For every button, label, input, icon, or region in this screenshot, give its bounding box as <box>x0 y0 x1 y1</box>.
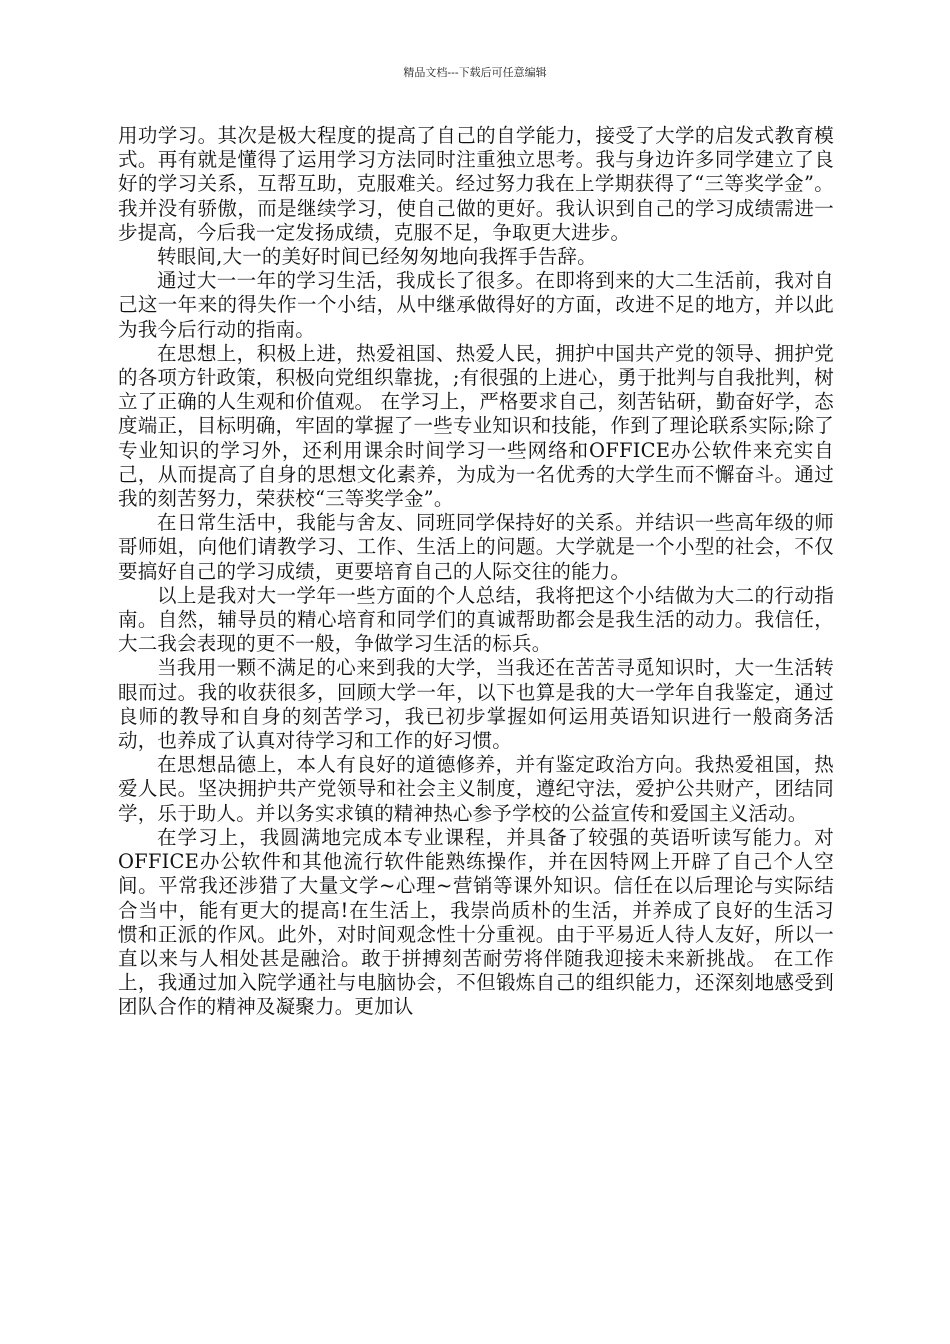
paragraph-2: 转眼间,大一的美好时间已经匆匆地向我挥手告辞。 <box>157 245 597 269</box>
paragraph-9: 在学习上，我圆满地完成本专业课程，并具备了较强的英语听读写能力。对OFFICE办公软件和其他流行软件能熟练操作，并在因特网上开辟了自己个人空间。平常我还涉猎了大量文学~心理~营销等课外知识。信任在以后理论与实际结合当中，能有更大的提高!在生活上，我崇尚质朴的生活，并养成了良好的生活习惯和正派的作风。此外，对时间观念性十分重视。由于平易近人待人友好，所以一直以来与人相处甚是融洽。敢于拼搏刻苦耐劳将伴随我迎接未来新挑战。 在工作上，我通过加入院学通社与电脑协会，不但锻炼自己的组织能力，还深刻地感受到团队合作的精神及凝聚力。更加认 <box>118 825 834 1019</box>
paragraph-6: 以上是我对大一学年一些方面的个人总结，我将把这个小结做为大二的行动指南。自然，辅导员的精心培育和同学们的真诚帮助都会是我生活的动力。我信任，大二我会表现的更不一般，争做学习生活的标兵。 <box>118 583 834 656</box>
page-header: 精品文档---下载后可任意编辑 <box>403 66 547 79</box>
document-body <box>118 124 834 1020</box>
paragraph-7: 当我用一颗不满足的心来到我的大学，当我还在苦苦寻觅知识时，大一生活转眼而过。我的收获很多，回顾大学一年，以下也算是我的大一学年自我鉴定，通过良师的教导和自身的刻苦学习，我已初步掌握如何运用英语知识进行一般商务活动，也养成了认真对待学习和工作的好习惯。 <box>118 656 834 753</box>
paragraph-5: 在日常生活中，我能与舍友、同班同学保持好的关系。并结识一些高年级的师哥师姐，向他们请教学习、工作、生活上的问题。大学就是一个小型的社会，不仅要搞好自己的学习成绩，更要培育自己的人际交往的能力。 <box>118 511 834 583</box>
paragraph-8: 在思想品德上，本人有良好的道德修养，并有鉴定政治方向。我热爱祖国，热爱人民。坚决拥护共产党领导和社会主义制度，遵纪守法，爱护公共财产，团结同学，乐于助人。并以务实求镇的精神热心参予学校的公益宣传和爱国主义活动。 <box>118 753 834 825</box>
paragraph-3: 通过大一一年的学习生活，我成长了很多。在即将到来的大二生活前，我对自己这一年来的得失作一个小结，从中继承做得好的方面，改进不足的地方，并以此为我今后行动的指南。 <box>118 269 834 341</box>
paragraph-1: 用功学习。其次是极大程度的提高了自己的自学能力，接受了大学的启发式教育模式。再有就是懂得了运用学习方法同时注重独立思考。我与身边许多同学建立了良好的学习关系，互帮互助，克服难关。经过努力我在上学期获得了“三等奖学金”。我并没有骄傲，而是继续学习，使自己做的更好。我认识到自己的学习成绩需进一步提高，今后我一定发扬成绩，克服不足，争取更大进步。 <box>118 124 834 244</box>
paragraph-4: 在思想上，积极上进，热爱祖国、热爱人民，拥护中国共产党的领导、拥护党的各项方针政策，积极向党组织靠拢，;有很强的上进心，勇于批判与自我批判，树立了正确的人生观和价值观。 在学习上，严格要求自己，刻苦钻研，勤奋好学，态度端正，目标明确，牢固的掌握了一些专业知识和技能，作到了理论联系实际;除了专业知识的学习外，还利用课余时间学习一些网络和OFFICE办公软件来充实自己，从而提高了自身的思想文化素养，为成为一名优秀的大学生而不懈奋斗。通过我的刻苦努力，荣获校“三等奖学金”。 <box>118 341 834 511</box>
